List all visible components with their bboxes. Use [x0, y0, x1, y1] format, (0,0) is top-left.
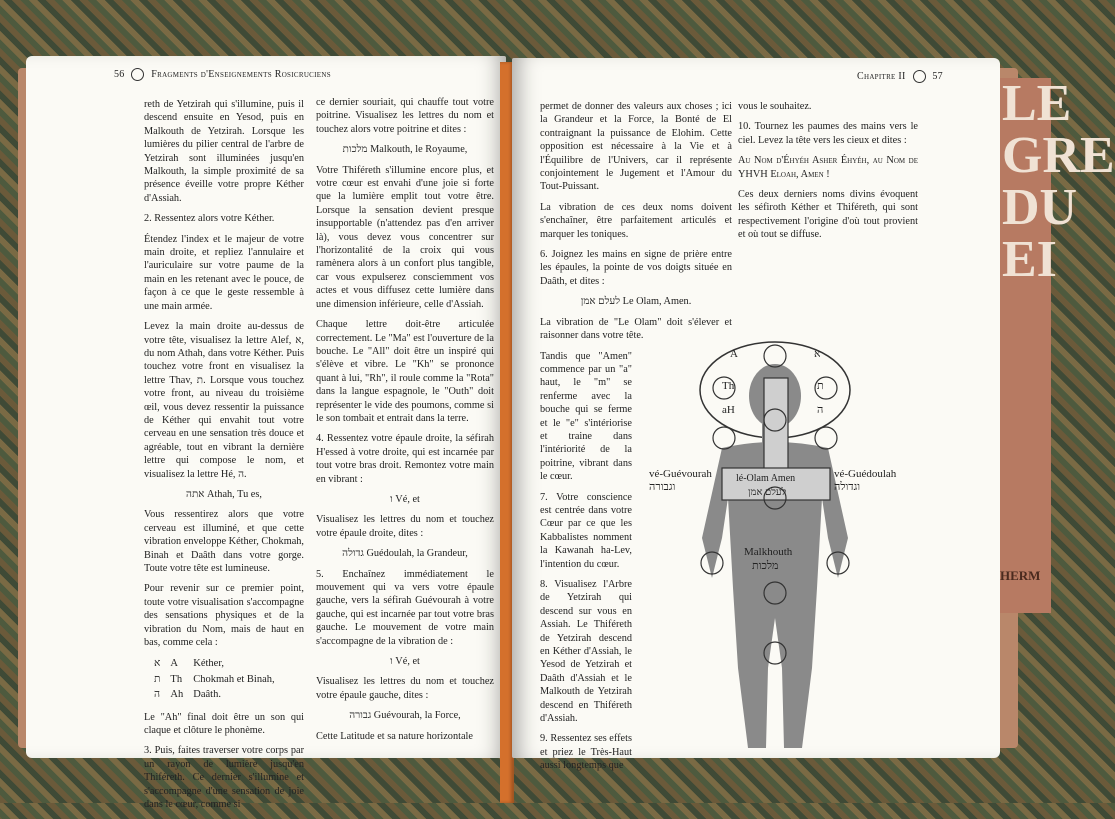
table-row: ה Ah Daâth.: [154, 689, 221, 701]
left-column-2: ce dernier souriait, qui chauffe tout votre poitrine. Visualisez les lettres du nom et touchez alors votre poitrine et dites : מלכות Malkouth, le Royaume, Votre Thiféreth s'illumine encore plus, et votre cœur est envahi d'une joie si forte que la lumière emplit tout votre être. Lorsque la sensation devient presque insupportable (n'attendez pas d'en arriver là), vous devez vous concentrer sur l'horizontalité de la croix qui vous ramènera alors à un confort plus tangible, car vous expulserez consciemment vos actes et vous diffusez cette lumière dans une dimension inférieure, celle d'Assiah. Chaque lettre doit-être articulée correctement. Le "Ma" est l'ouverture de la bouche. Le "All" doit être un inspiré qui s'élève et vibre. Le "Kh" se prononce quant à lui, "Rh", il roule comme la "Rota" dans la langue espagnole, le "Outh" doit représenter le vide des poumons, comme si le son tombait et entrait dans la terre. 4. Ressentez votre épaule droite, la séfirah H'essed à votre droite, qui est incarnée par tout votre bras droit. Remontez votre main en vibrant : ו Vé, et Visualisez les lettres du nom et touchez votre épaule droite, dites : גדולה Guédoulah, la Grandeur, 5. Enchaînez immédiatement le mouvement qui va vers votre épaule gauche, vers la séfirah Guévourah à votre gauche, qui est incarnée par tout votre bras gauche. Le mouvement de votre main s'accompagne de la vibration de : ו Vé, et Visualisez les lettres du nom et touchez votre épaule gauche, dites : גבורה Guévourah, la Force, Cette Latitude et sa nature horizontale: [316, 97, 494, 742]
left-label: vé-Guévourah וגבורה: [649, 468, 712, 494]
right-running-header: Chapitre II 57: [857, 71, 943, 82]
right-page: [512, 58, 1000, 772]
emblem-icon: [131, 68, 144, 81]
center-label: lé-Olam Amen: [736, 473, 796, 484]
left-page: [26, 56, 506, 811]
left-running-header: 56 Fragments d'Enseignements Rosicruciens: [114, 69, 331, 80]
right-page-number: 57: [932, 71, 943, 82]
background-book-footer: HERM: [1000, 568, 1041, 583]
background-book: LE GRE DU EI HERM: [998, 78, 1051, 613]
tree-of-life-figure: A Th aH א ת ה vé-Guévourah וגבורה vé-Guédoulah וגדולה lé-Olam Amen לעלם אמן Malkhouth מלכות: [652, 338, 1002, 758]
table-row: א A Kéther,: [154, 658, 225, 670]
right-column-1: permet de donner des valeurs aux choses ; ici la Grandeur et la Force, la Bonté de El contraignant la puissance de Elohim. Cette opposition est nécessaire à la Vie et à l'Équilibre de l'Univers, car il représente conjointement le Jugement et l'Amour du Tout-Puissant. La vibration de ces deux noms doivent s'enchaîner, être parfaitement articulés et marquer les toniques. 6. Joignez les mains en signe de prière entre les épaules, la pointe de vos doigts située en Daâth, et dites : לעלם אמן Le Olam, Amen. La vibration de "Le Olam" doit s'élever et raisonner dans votre tête. Tandis que "Amen" commence par un "a" haut, le "m" se renferme avec la bouche qui se ferme et le "e" s'intériorise et traine dans l'intériorité de la poitrine, vibrant dans le cœur. 7. Votre conscience est centrée dans votre Cœur par ce que les Kabbalistes nomment la Kawanah ha-Lev, l'intention du cœur. 8. Visualisez l'Arbre de Yetzirah qui descend sur vous en Assiah. Le Thiféreth de Yetzirah descend en Kéther d'Assiah, le Yesod de Yetzirah et Daâth d'Assiah et le Malkouth de Yetzirah descend en Thiféreth d'Assiah. 9. Ressentez ses effets et priez le Très-Haut aussi longtemps que: [540, 101, 732, 772]
left-page-number: 56: [114, 69, 125, 80]
right-column-2: vous le souhaitez. 10. Tournez les paumes des mains vers le ciel. Levez la tête vers les cieux et dites : Au Nom d'Éhyéh Asher Éhyéh, au Nom de YHVH Eloah, Amen ! Ces deux derniers noms divins évoquent les séfiroth Kéther et Thiféreth, qui sont respectivement l'origine d'où tout provient et où tout se diffuse.: [738, 101, 918, 241]
table-row: ת Th Chokmah et Binah,: [154, 673, 275, 685]
bottom-label: Malkhouth: [744, 546, 793, 558]
correspondence-table: [154, 656, 285, 702]
right-label: vé-Guédoulah וגדולה: [834, 468, 897, 494]
human-silhouette-diagram: [652, 338, 1002, 758]
left-column-1: reth de Yetzirah qui s'illumine, puis il descend ensuite en Yesod, puis en Malkouth de Yetzirah. Lorsque les lumières du pilier central de l'arbre de Yetzirah sont illuminées jusqu'en Malkouth, la simple proximité de sa présence éveille votre propre Kéther d'Assiah. 2. Ressentez alors votre Kéther. Étendez l'index et le majeur de votre main droite, et repliez l'annulaire et l'auriculaire sur votre paume de la main en les retenant avec le pouce, de façon à ce que le geste ressemble à une main armée. Levez la main droite au-dessus de votre tête, visualisez la lettre Alef, א, du nom Athah, dans votre Kéther. Puis touchez votre front en visualisez la lettre Thav, ת. Lorsque vous touchez votre front, au niveau du troisième œil, vous devez ressentir la puissance de Kéther qui envahit tout votre cerveau en une sensation très douce et agréable, tout en vibrant la dernière lettre qui compose le nom, et visualisez la lettre Hé, ה. אתה Athah, Tu es, Vous ressentirez alors que votre cerveau est illuminé, et que cette vibration enveloppe Kéther, Chokmah, Binah et Daâth dans votre gorge. Toute votre tête est lumineuse. Pour revenir sur ce premier point, toute votre visualisation s'accompagne des sensations physiques et de la vibration du Nom, mais de haut en bas, comme cela : א A Kéther, ת Th Chokmah et Binah, ה Ah Daâth. Le "Ah" final doit être un son qui claque et clôture le phonème. 3. Puis, faites traverser votre corps par un rayon de lumière jusqu'en Thiféreth. Ce dernier s'illumine et s'accompagne d'une sensation de joie dans le cœur, comme si: [144, 99, 305, 811]
emblem-icon: [913, 70, 926, 83]
